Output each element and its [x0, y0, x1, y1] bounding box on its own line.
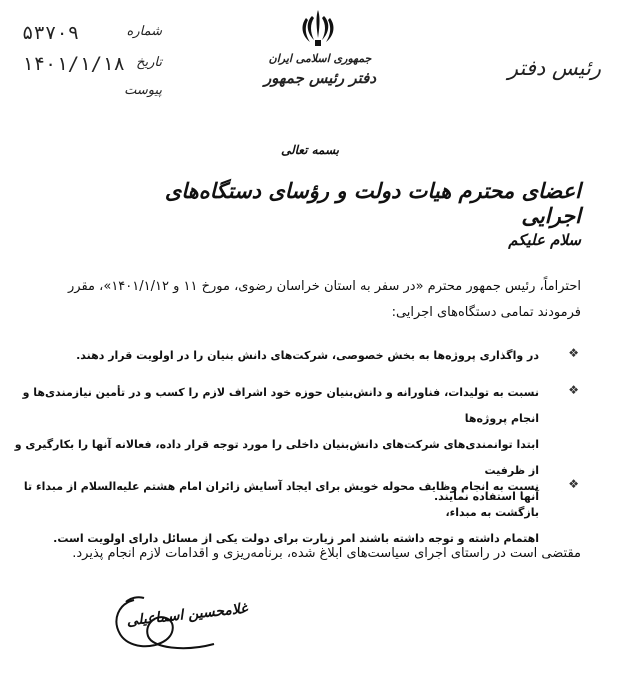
bullet-icon: ❖: [568, 383, 579, 397]
intro-line-2: فرمودند تمامی دستگاه‌های اجرایی:: [391, 305, 581, 320]
directive-item-2-line-1: نسبت به تولیدات، فناورانه و دانش‌بنیان حوزه خود اشراف لازم را کسب و در تأمین نیازمندی‌ها و انجام پروژه‌ها: [22, 386, 539, 425]
directive-item-1: [9, 343, 579, 369]
letter-number-value: ۵۳۷۰۹: [22, 22, 80, 44]
letter-date-label: تاریخ: [136, 55, 162, 70]
office-name: دفتر رئیس جمهور: [263, 69, 377, 87]
letter-number-row: [22, 24, 162, 46]
iran-emblem-icon: [300, 8, 336, 48]
directive-item-3-line-2: اهتمام داشته و توجه داشته باشند امر زیارت برای دولت یکی از مسائل دارای اولویت است.: [53, 532, 539, 545]
letter-date-row: [22, 55, 162, 77]
bullet-icon: ❖: [568, 477, 579, 491]
bullet-icon: ❖: [568, 346, 579, 360]
directive-item-2-line-3: آنها استفاده نمایند.: [433, 490, 539, 503]
directive-item-1-line-1: در واگذاری پروژه‌ها به بخش خصوصی، شرکت‌های دانش بنیان را در اولویت قرار دهند.: [76, 349, 539, 362]
country-name: جمهوری اسلامی ایران: [268, 52, 372, 65]
intro-line-1: احتراماً، رئیس جمهور محترم «در سفر به استان خراسان رضوی، مورخ ۱۱ و ۱۴۰۱/۱/۱۲»، مقرر: [68, 279, 581, 294]
signatory-name: غلامحسین اسماعیلی: [125, 600, 249, 630]
greeting: سلام علیکم: [508, 231, 581, 249]
letter-attachment-row: [22, 83, 162, 105]
letter-number-label: شماره: [126, 24, 162, 39]
directive-item-2-line-2: ابتدا توانمندی‌های شرکت‌های دانش‌بنیان داخلی را مورد توجه قرار داده، فعالانه آنها را بکارگیری و از ظرفیت: [14, 438, 539, 477]
letter-date-value: ۱۴۰۱/۱/۱۸: [22, 53, 125, 75]
addressee: اعضای محترم هیات دولت و رؤسای دستگاه‌های اجرایی: [164, 178, 581, 228]
invocation: بسمه تعالی: [280, 143, 340, 157]
directive-item-3-line-1: نسبت به انجام وظایف محوله خویش برای ایجاد آسایش زائران امام هشتم علیه‌السلام از مبداء تا بازگشت به مبداء،: [23, 480, 539, 519]
directive-item-3: [9, 474, 579, 552]
intro-paragraph: [11, 274, 581, 326]
closing-sentence: مقتضی است در راستای اجرای سیاست‌های ابلاغ شده، برنامه‌ریزی و اقدامات لازم انجام پذیرد.: [72, 546, 581, 561]
letter-attachment-label: پیوست: [124, 83, 162, 98]
handwritten-office-title: رئیس دفتر: [507, 56, 601, 80]
